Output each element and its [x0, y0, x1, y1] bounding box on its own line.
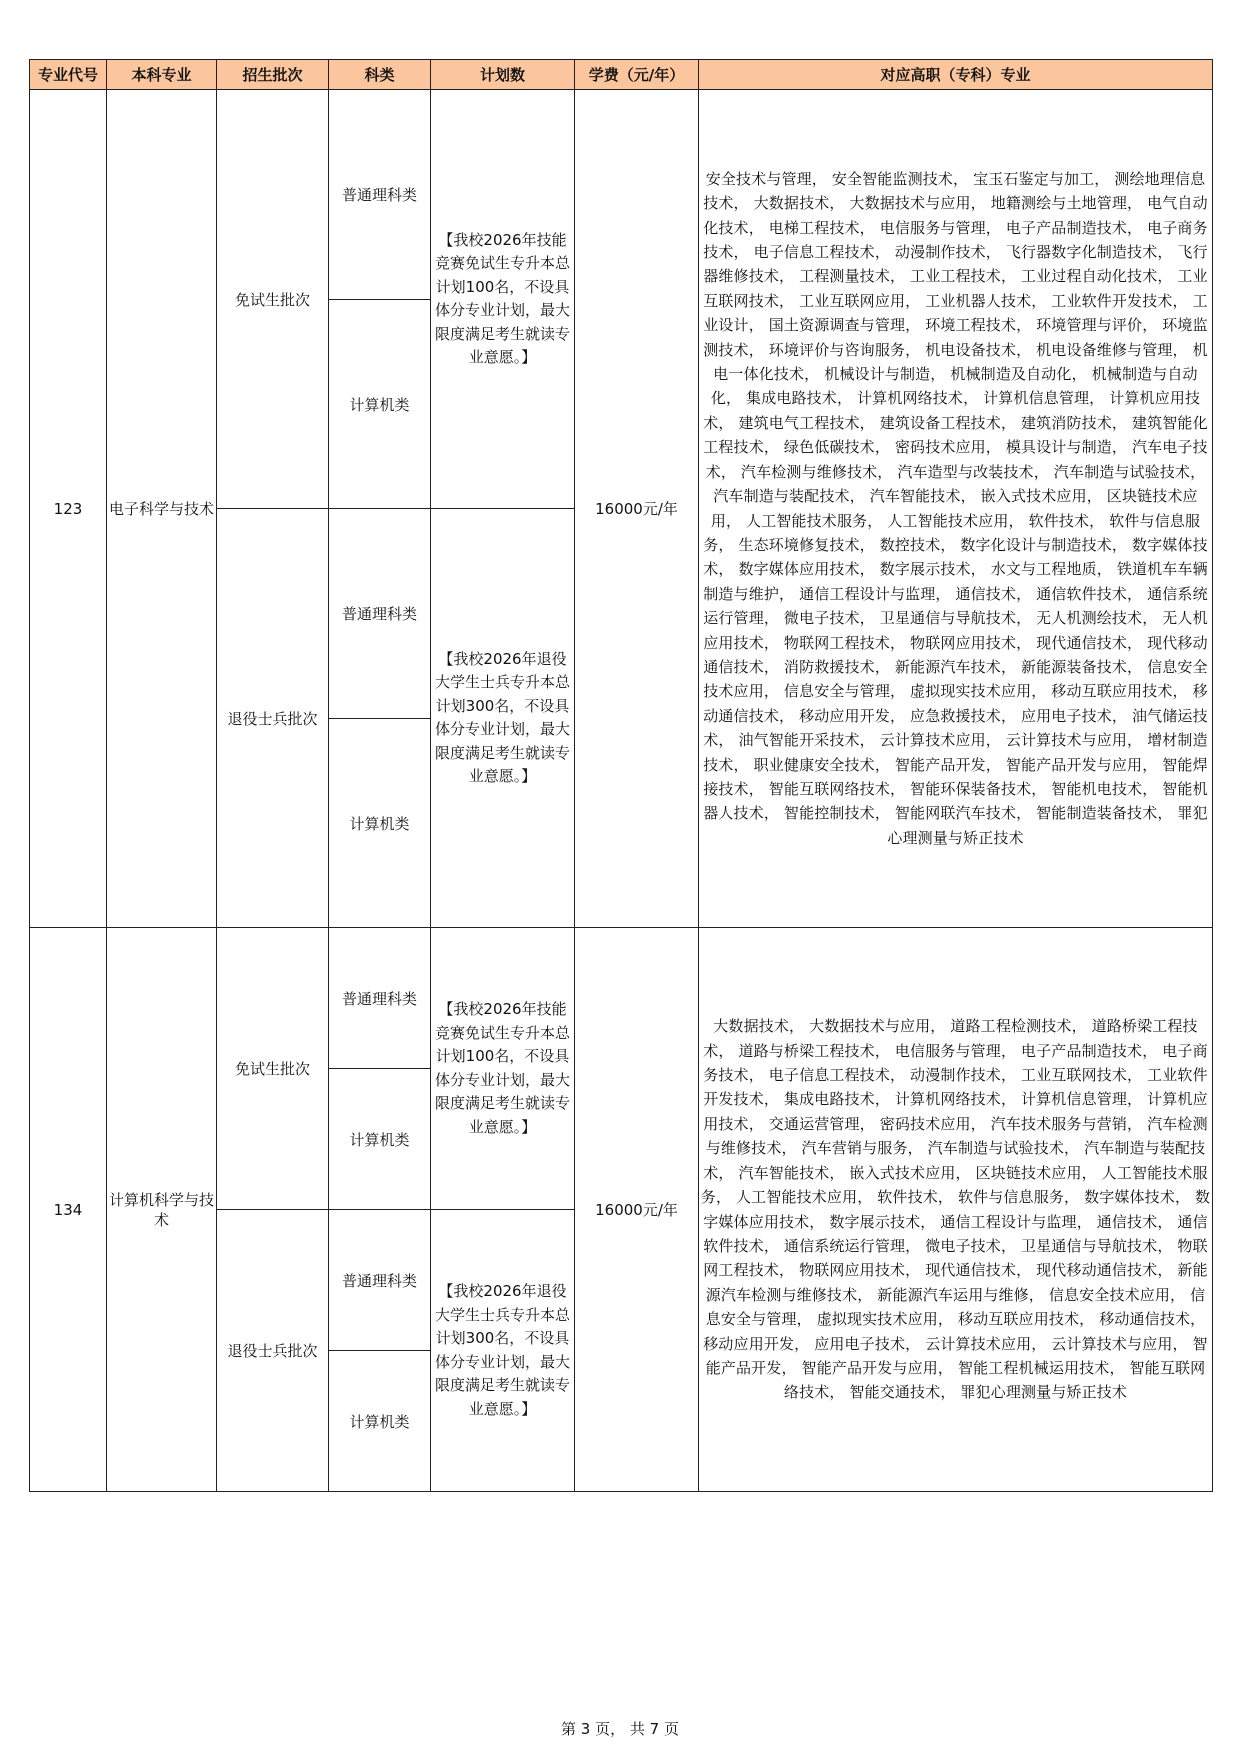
header-quota: 计划数: [431, 60, 575, 90]
mapped-majors: 安全技术与管理， 安全智能监测技术， 宝玉石鉴定与加工， 测绘地理信息技术， 大数据技术， 大数据技术与应用， 地籍测绘与土地管理， 电气自动化技术， 电梯工程技术， 电信服务与管理， 电子产品制造技术， 电子商务技术， 电子信息工程技术， 动漫制作技术， 飞行器数字化制造技术， 飞行器维修技术， 工程测量技术， 工业工程技术， 工业过程自动化技术， 工业互联网技术， 工业互联网应用， 工业机器人技术， 工业软件开发技术， 工业设计， 国土资源调查与管理， 环境工程技术， 环境管理与评价， 环境监测技术， 环境评价与咨询服务， 机电设备技术， 机电设备维修与管理， 机电一体化技术， 机械设计与制造， 机械制造及自动化， 机械制造与自动化， 集成电路技术， 计算机网络技术， 计算机信息管理， 计算机应用技术， 建筑电气工程技术， 建筑设备工程技术， 建筑消防技术， 建筑智能化工程技术， 绿色低碳技术， 密码技术应用， 模具设计与制造， 汽车电子技术， 汽车检测与维修技术， 汽车造型与改装技术， 汽车制造与试验技术， 汽车制造与装配技术， 汽车智能技术， 嵌入式技术应用， 区块链技术应用， 人工智能技术服务， 人工智能技术应用， 软件技术， 软件与信息服务， 生态环境修复技术， 数控技术， 数字化设计与制造技术， 数字媒体技术， 数字媒体应用技术， 数字展示技术， 水文与工程地质， 铁道机车车辆制造与维护， 通信工程设计与监理， 通信技术， 通信软件技术， 通信系统运行管理， 微电子技术， 卫星通信与导航技术， 无人机测绘技术， 无人机应用技术， 物联网工程技术， 物联网应用技术， 现代通信技术， 现代移动通信技术， 消防救援技术， 新能源汽车技术， 新能源装备技术， 信息安全技术应用， 信息安全与管理， 虚拟现实技术应用， 移动互联应用技术， 移动通信技术， 移动应用开发， 应急救援技术， 应用电子技术， 油气储运技术， 油气智能开采技术， 云计算技术应用， 云计算技术与应用， 增材制造技术， 职业健康安全技术， 智能产品开发， 智能产品开发与应用， 智能焊接技术， 智能互联网络技术， 智能环保装备技术， 智能机电技术， 智能机器人技术， 智能控制技术， 智能网联汽车技术， 智能制造装备技术， 罪犯心理测量与矫正技术: [699, 90, 1213, 928]
major-name: 计算机科学与技术: [107, 928, 217, 1492]
header-fee: 学费（元/年）: [575, 60, 699, 90]
enrollment-plan-table: [29, 59, 1213, 1492]
header-code: 专业代号: [30, 60, 107, 90]
major-code: 134: [30, 928, 107, 1492]
mapped-majors: 大数据技术， 大数据技术与应用， 道路工程检测技术， 道路桥梁工程技术， 道路与桥梁工程技术， 电信服务与管理， 电子产品制造技术， 电子商务技术， 电子信息工程技术， 动漫制作技术， 工业互联网技术， 工业软件开发技术， 集成电路技术， 计算机网络技术， 计算机信息管理， 计算机应用技术， 交通运营管理， 密码技术应用， 汽车技术服务与营销， 汽车检测与维修技术， 汽车营销与服务， 汽车制造与试验技术， 汽车制造与装配技术， 汽车智能技术， 嵌入式技术应用， 区块链技术应用， 人工智能技术服务， 人工智能技术应用， 软件技术， 软件与信息服务， 数字媒体技术， 数字媒体应用技术， 数字展示技术， 通信工程设计与监理， 通信技术， 通信软件技术， 通信系统运行管理， 微电子技术， 卫星通信与导航技术， 物联网工程技术， 物联网应用技术， 现代通信技术， 现代移动通信技术， 新能源汽车检测与维修技术， 新能源汽车运用与维修， 信息安全技术应用， 信息安全与管理， 虚拟现实技术应用， 移动互联应用技术， 移动通信技术， 移动应用开发， 应用电子技术， 云计算技术应用， 云计算技术与应用， 智能产品开发， 智能产品开发与应用， 智能工程机械运用技术， 智能互联网络技术， 智能交通技术， 罪犯心理测量与矫正技术: [699, 928, 1213, 1492]
tuition-fee: 16000元/年: [575, 90, 699, 928]
batch-name: 免试生批次: [217, 90, 329, 509]
table-row: [30, 928, 1213, 1069]
category: 普通理科类: [329, 1210, 431, 1351]
category: 普通理科类: [329, 509, 431, 719]
category: 普通理科类: [329, 928, 431, 1069]
category: 计算机类: [329, 300, 431, 509]
header-category: 科类: [329, 60, 431, 90]
batch-name: 退役士兵批次: [217, 1210, 329, 1492]
header-mapped-majors: 对应高职（专科）专业: [699, 60, 1213, 90]
quota-note: 【我校2026年退役大学生士兵专升本总计划300名，不设具体分专业计划，最大限度满足考生就读专业意愿。】: [431, 509, 575, 928]
batch-name: 退役士兵批次: [217, 509, 329, 928]
tuition-fee: 16000元/年: [575, 928, 699, 1492]
page-footer: 第 3 页， 共 7 页: [561, 1720, 679, 1738]
quota-note: 【我校2026年退役大学生士兵专升本总计划300名，不设具体分专业计划，最大限度满足考生就读专业意愿。】: [431, 1210, 575, 1492]
header-batch: 招生批次: [217, 60, 329, 90]
header-row: [30, 60, 1213, 90]
table-row: [30, 90, 1213, 300]
major-name: 电子科学与技术: [107, 90, 217, 928]
category: 计算机类: [329, 719, 431, 928]
quota-note: 【我校2026年技能竞赛免试生专升本总计划100名，不设具体分专业计划，最大限度满足考生就读专业意愿。】: [431, 90, 575, 509]
quota-note: 【我校2026年技能竞赛免试生专升本总计划100名，不设具体分专业计划，最大限度满足考生就读专业意愿。】: [431, 928, 575, 1210]
header-major: 本科专业: [107, 60, 217, 90]
major-code: 123: [30, 90, 107, 928]
category: 计算机类: [329, 1351, 431, 1492]
category: 计算机类: [329, 1069, 431, 1210]
batch-name: 免试生批次: [217, 928, 329, 1210]
category: 普通理科类: [329, 90, 431, 300]
